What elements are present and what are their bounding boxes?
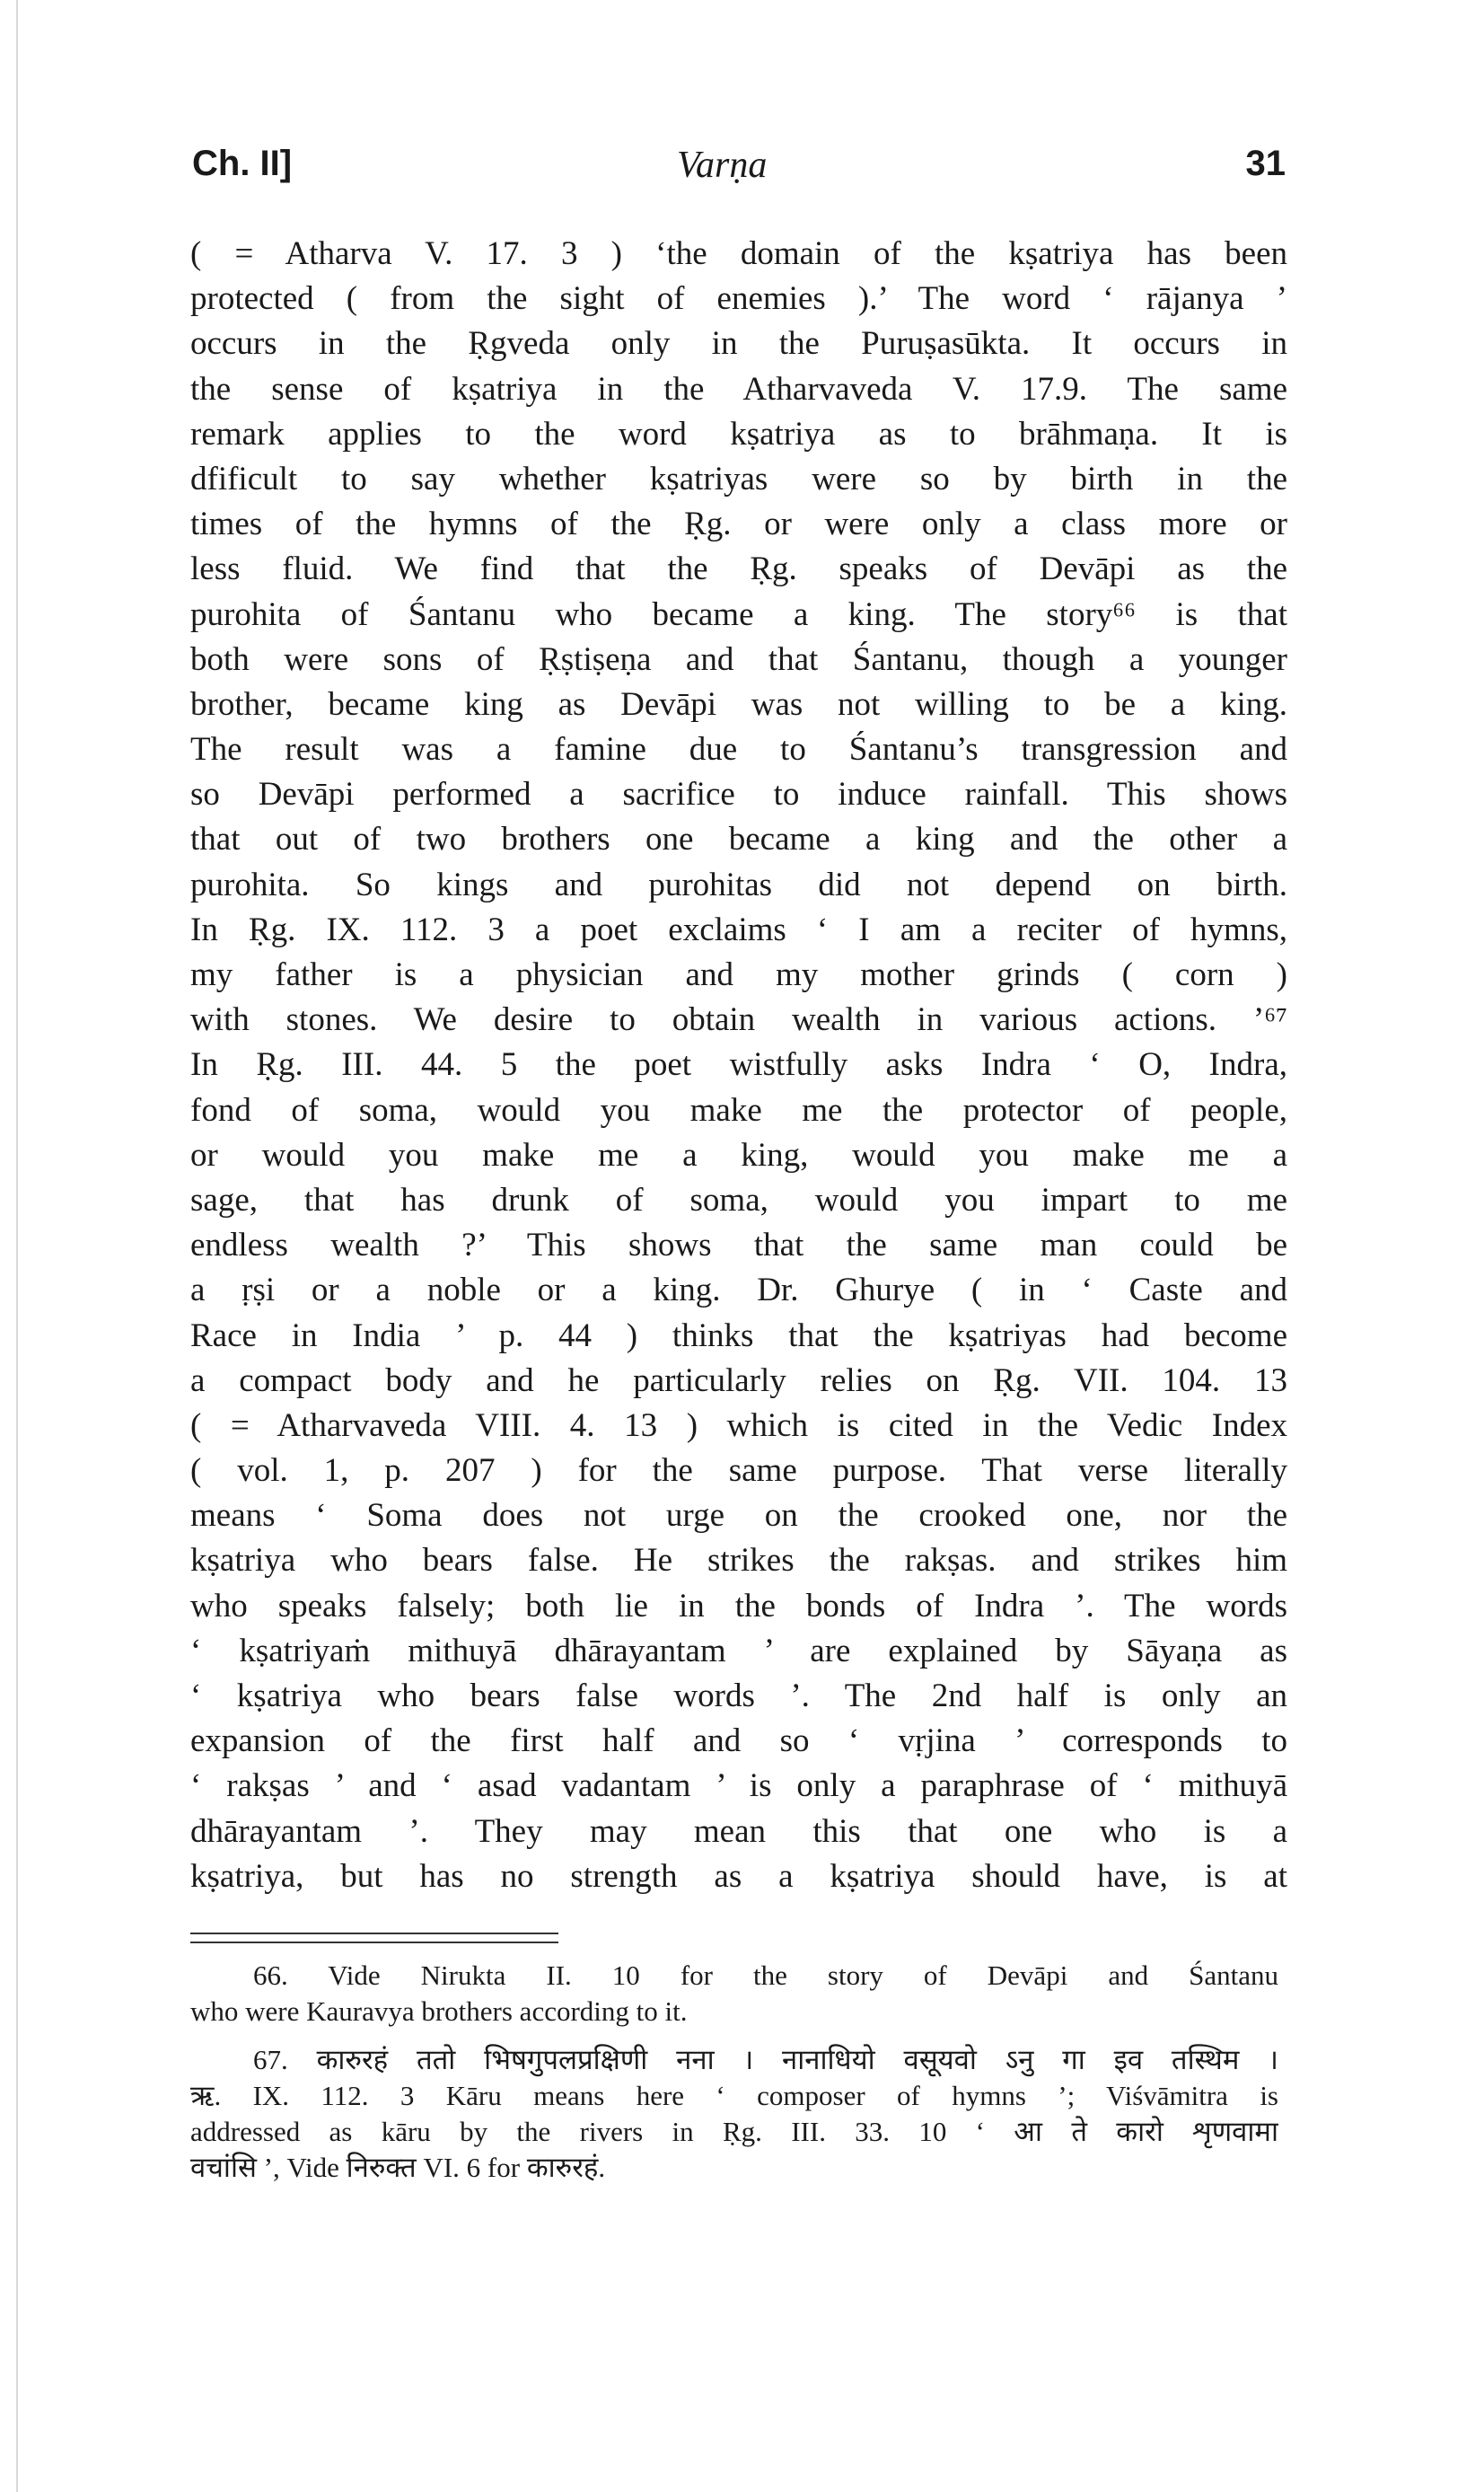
- text-line: both were sons of Ṛṣtiṣeṇa and that Śantanu, though a younger: [190, 640, 1287, 678]
- footnote-line: addressed as kāru by the rivers in Ṛg. III. 33. 10 ‘ आ ते कारो शृणवामा: [190, 2116, 1278, 2147]
- text-line: In Ṛg. III. 44. 5 the poet wistfully asks Indra ‘ O, Indra,: [190, 1046, 1287, 1084]
- text-line: so Devāpi performed a sacrifice to induce rainfall. This shows: [190, 776, 1287, 814]
- text-line: ( vol. 1, p. 207 ) for the same purpose. That verse literally: [190, 1452, 1287, 1490]
- text-line: purohita of Śantanu who became a king. The story⁶⁶ is that: [190, 595, 1287, 633]
- footnote-separator: [190, 1933, 558, 1943]
- text-line: kṣatriya who bears false. He strikes the rakṣas. and strikes him: [190, 1542, 1287, 1580]
- footnotes: [190, 1958, 1278, 2198]
- footnote-line: 66. Vide Nirukta II. 10 for the story of Devāpi and Śantanu: [253, 1959, 1278, 1991]
- text-line: kṣatriya, but has no strength as a kṣatriya should have, is at: [190, 1857, 1287, 1895]
- footnote-line: who were Kauravya brothers according to it.: [190, 1995, 688, 2027]
- text-line: ( = Atharvaveda VIII. 4. 13 ) which is cited in the Vedic Index: [190, 1406, 1287, 1444]
- text-line: ‘ rakṣas ’ and ‘ asad vadantam ’ is only a paraphrase of ‘ mithuyā: [190, 1767, 1287, 1805]
- text-line: means ‘ Soma does not urge on the crooked one, nor the: [190, 1497, 1287, 1535]
- text-line: sage, that has drunk of soma, would you impart to me: [190, 1181, 1287, 1219]
- text-line: fond of soma, would you make me the protector of people,: [190, 1091, 1287, 1129]
- footnote-line: वचांसि ’, Vide निरुक्त VI. 6 for कारुरहं.: [190, 2152, 606, 2183]
- text-line: In Ṛg. IX. 112. 3 a poet exclaims ‘ I am a reciter of hymns,: [190, 911, 1287, 948]
- text-line: protected ( from the sight of enemies ).’ The word ‘ rājanya ’: [190, 280, 1287, 318]
- text-line: less fluid. We find that the Ṛg. speaks of Devāpi as the: [190, 550, 1287, 588]
- text-line: a ṛṣi or a noble or a king. Dr. Ghurye ( in ‘ Caste and: [190, 1272, 1287, 1309]
- text-line: ( = Atharva V. 17. 3 ) ‘the domain of the kṣatriya has been: [190, 235, 1287, 272]
- text-line: or would you make me a king, would you make me a: [190, 1136, 1287, 1174]
- text-line: ‘ kṣatriyaṁ mithuyā dhārayantam ’ are explained by Sāyaṇa as: [190, 1632, 1287, 1669]
- scan-edge-line: [16, 0, 18, 2492]
- text-line: purohita. So kings and purohitas did not depend on birth.: [190, 866, 1287, 903]
- text-line: occurs in the Ṛgveda only in the Puruṣasūkta. It occurs in: [190, 325, 1287, 363]
- text-line: with stones. We desire to obtain wealth in various actions. ’⁶⁷: [190, 1001, 1287, 1039]
- chapter-label: Ch. II]: [192, 144, 293, 183]
- text-line: brother, became king as Devāpi was not willing to be a king.: [190, 685, 1287, 723]
- running-head: [192, 144, 1286, 198]
- text-line: dhārayantam ’. They may mean this that one who is a: [190, 1812, 1287, 1850]
- body-text: [190, 232, 1287, 1899]
- footnote-66: [190, 1958, 1278, 2030]
- text-line: my father is a physician and my mother grinds ( corn ): [190, 956, 1287, 993]
- text-line: ‘ kṣatriya who bears false words ’. The 2nd half is only an: [190, 1677, 1287, 1714]
- text-line: Race in India ’ p. 44 ) thinks that the kṣatriyas had become: [190, 1316, 1287, 1354]
- text-line: remark applies to the word kṣatriya as to brāhmaṇa. It is: [190, 415, 1287, 453]
- text-line: expansion of the first half and so ‘ vṛjina ’ corresponds to: [190, 1722, 1287, 1760]
- footnote-67: [190, 2042, 1278, 2186]
- text-line: dfificult to say whether kṣatriyas were so by birth in the: [190, 460, 1287, 498]
- text-line: a compact body and he particularly relies on Ṛg. VII. 104. 13: [190, 1361, 1287, 1399]
- footnote-line: ऋ. IX. 112. 3 Kāru means here ‘ composer of hymns ’; Viśvāmitra is: [190, 2080, 1278, 2111]
- text-line: the sense of kṣatriya in the Atharvaveda V. 17.9. The same: [190, 370, 1287, 408]
- text-line: times of the hymns of the Ṛg. or were only a class more or: [190, 506, 1287, 543]
- text-line: that out of two brothers one became a king and the other a: [190, 821, 1287, 859]
- page-number: 31: [1245, 144, 1286, 183]
- text-line: who speaks falsely; both lie in the bonds of Indra ’. The words: [190, 1587, 1287, 1625]
- footnote-line: 67. कारुरहं ततो भिषगुपलप्रक्षिणी नना । नानाधियो वसूयवो ऽनु गा इव तस्थिम ।: [253, 2044, 1278, 2075]
- text-line: endless wealth ?’ This shows that the same man could be: [190, 1227, 1287, 1264]
- text-line: The result was a famine due to Śantanu’s transgression and: [190, 731, 1287, 769]
- running-title: Varṇa: [677, 145, 768, 186]
